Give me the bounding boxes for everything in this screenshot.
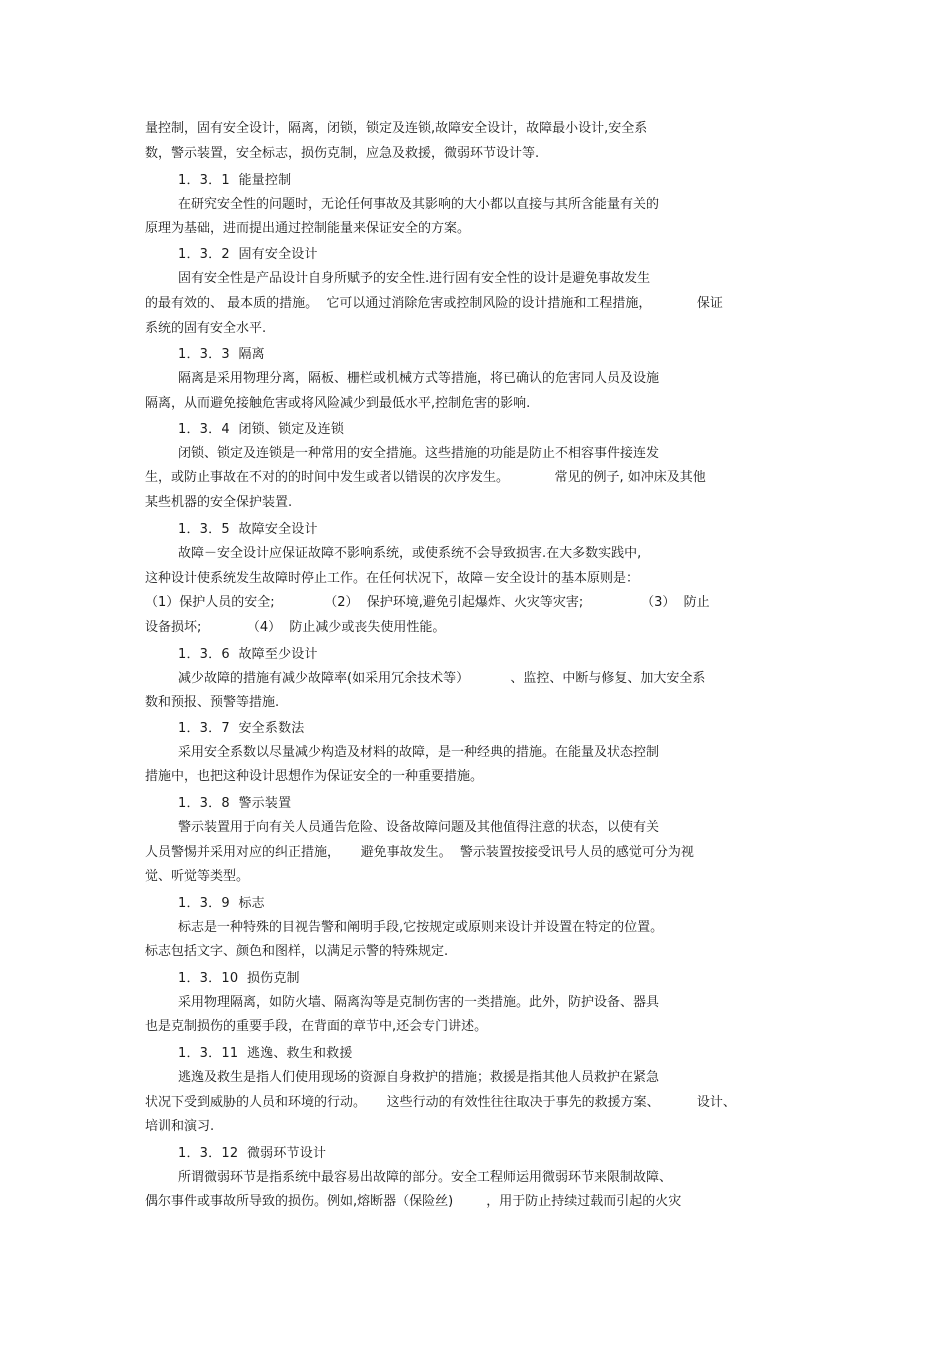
text-line: 数，警示装置，安全标志，损伤克制，应急及救援，微弱环节设计等. xyxy=(145,146,540,161)
text-line: 也是克制损伤的重要手段，在背面的章节中,还会专门讲述。 xyxy=(145,1019,488,1034)
text-line: 数和预报、预警等措施. xyxy=(145,695,280,710)
section-heading: 1．3．1 能量控制 xyxy=(178,173,292,188)
text-line: （1）保护人员的安全; （2） 保护环境,避免引起爆炸、火灾等灾害; （3） 防止 xyxy=(145,595,710,610)
section-heading: 1．3．9 标志 xyxy=(178,896,265,911)
text-line: 采用物理隔离，如防火墙、隔离沟等是克制伤害的一类措施。此外，防护设备、器具 xyxy=(178,995,660,1010)
text-line: 的最有效的、 最本质的措施。 它可以通过消除危害或控制风险的设计措施和工程措施， 保证 xyxy=(145,296,723,311)
text-line: 措施中，也把这种设计思想作为保证安全的一种重要措施。 xyxy=(145,769,484,784)
text-line: 状况下受到威胁的人员和环境的行动。 这些行动的有效性往往取决于事先的救援方案、 设计、 xyxy=(145,1095,736,1110)
text-line: 减少故障的措施有减少故障率(如采用冗余技术等） 、监控、中断与修复、加大安全系 xyxy=(178,671,706,686)
text-line: 偶尔事件或事故所导致的损伤。例如,熔断器（保险丝) ，用于防止持续过载而引起的火灾 xyxy=(145,1194,682,1209)
section-heading: 1．3．10 损伤克制 xyxy=(178,971,300,986)
text-line: 设备损坏; （4） 防止减少或丧失使用性能。 xyxy=(145,620,446,635)
text-line: 警示装置用于向有关人员通告危险、设备故障问题及其他值得注意的状态，以使有关 xyxy=(178,820,660,835)
section-heading: 1．3．4 闭锁、锁定及连锁 xyxy=(178,422,345,437)
section-heading: 1．3．11 逃逸、救生和救援 xyxy=(178,1046,353,1061)
text-line: 这种设计使系统发生故障时停止工作。在任何状况下，故障－安全设计的基本原则是： xyxy=(145,571,640,586)
text-line: 某些机器的安全保护装置. xyxy=(145,495,293,510)
section-heading: 1．3．8 警示装置 xyxy=(178,796,292,811)
text-line: 生，或防止事故在不对的的时间中发生或者以错误的次序发生。 常见的例子, 如冲床及其他 xyxy=(145,470,706,485)
text-line: 原理为基础，进而提出通过控制能量来保证安全的方案。 xyxy=(145,221,471,236)
text-line: 培训和演习. xyxy=(145,1119,215,1134)
text-line: 采用安全系数以尽量减少构造及材料的故障，是一种经典的措施。在能量及状态控制 xyxy=(178,745,660,760)
text-line: 系统的固有安全水平. xyxy=(145,321,267,336)
text-line: 觉、听觉等类型。 xyxy=(145,869,250,884)
text-line: 固有安全性是产品设计自身所赋予的安全性.进行固有安全性的设计是避免事故发生 xyxy=(178,271,651,286)
text-line: 故障－安全设计应保证故障不影响系统，或使系统不会导致损害.在大多数实践中, xyxy=(178,546,642,561)
section-heading: 1．3．5 故障安全设计 xyxy=(178,522,318,537)
text-line: 量控制，固有安全设计，隔离，闭锁，锁定及连锁,故障安全设计，故障最小设计,安全系 xyxy=(145,121,648,136)
text-line: 隔离是采用物理分离，隔板、栅栏或机械方式等措施，将已确认的危害同人员及设施 xyxy=(178,371,660,386)
text-line: 所谓微弱环节是指系统中最容易出故障的部分。安全工程师运用微弱环节来限制故障、 xyxy=(178,1170,673,1185)
section-heading: 1．3．12 微弱环节设计 xyxy=(178,1146,327,1161)
text-line: 在研究安全性的问题时，无论任何事故及其影响的大小都以直接与其所含能量有关的 xyxy=(178,197,660,212)
section-heading: 1．3．6 故障至少设计 xyxy=(178,647,318,662)
text-line: 人员警惕并采用对应的纠正措施， 避免事故发生。 警示装置按接受讯号人员的感觉可分为视 xyxy=(145,845,694,860)
text-line: 隔离，从而避免接触危害或将风险减少到最低水平,控制危害的影响. xyxy=(145,396,531,411)
text-line: 标志包括文字、颜色和图样，以满足示警的特殊规定. xyxy=(145,944,449,959)
text-line: 标志是一种特殊的目视告警和阐明手段,它按规定或原则来设计并设置在特定的位置。 xyxy=(178,920,664,935)
text-line: 闭锁、锁定及连锁是一种常用的安全措施。这些措施的功能是防止不相容事件接连发 xyxy=(178,446,660,461)
section-heading: 1．3．3 隔离 xyxy=(178,347,265,362)
section-heading: 1．3．7 安全系数法 xyxy=(178,721,305,736)
section-heading: 1．3．2 固有安全设计 xyxy=(178,247,318,262)
text-line: 逃逸及救生是指人们使用现场的资源自身救护的措施；救援是指其他人员救护在紧急 xyxy=(178,1070,660,1085)
